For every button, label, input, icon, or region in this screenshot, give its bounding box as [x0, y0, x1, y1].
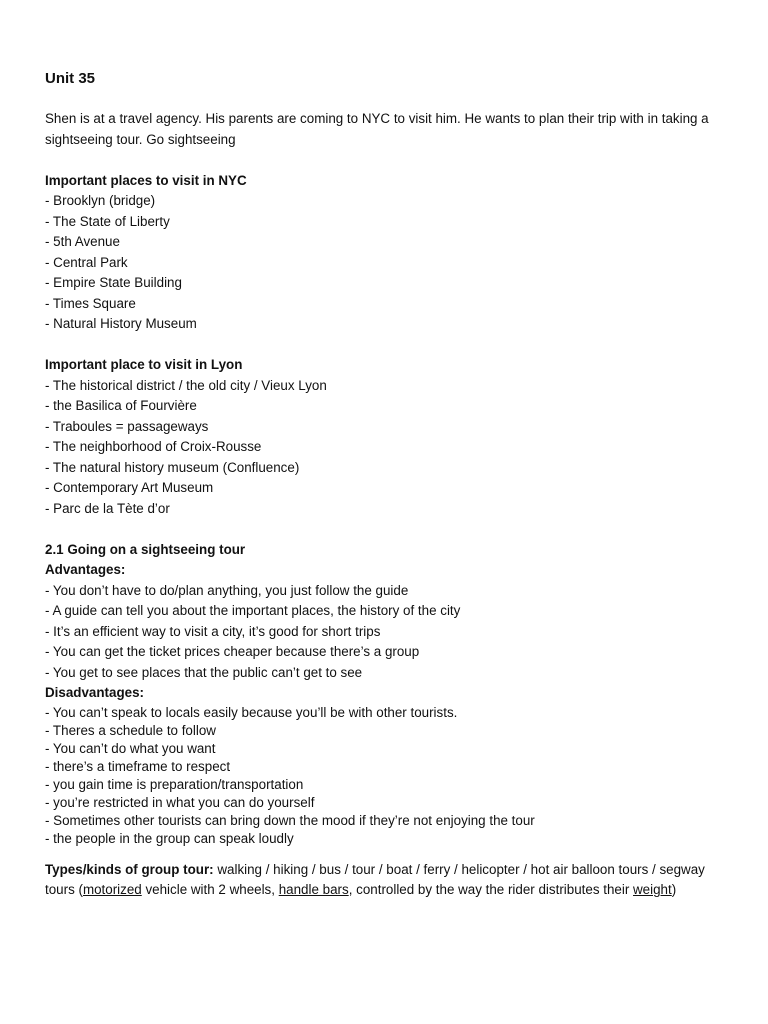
intro-paragraph: Shen is at a travel agency. His parents are coming to NYC to visit him. He wants to plan their trip with in taking a sightseeing tour. Go sightseeing: [45, 111, 709, 147]
list-item: - Times Square: [45, 295, 136, 311]
spacer: [45, 519, 735, 540]
list-item: - You can’t do what you want: [45, 740, 216, 756]
term-handle-bars: handle bars: [278, 882, 349, 897]
spacer: [45, 150, 735, 171]
list-item: - Empire State Building: [45, 275, 182, 290]
spacer: [45, 848, 735, 860]
list-item: - The historical district / the old city / Vieux Lyon: [45, 377, 327, 393]
list-item: - You can’t speak to locals easily because you’ll be with other tourists.: [45, 704, 458, 720]
list-item: - You can get the ticket prices cheaper because there’s a group: [45, 644, 420, 659]
list-item: - The State of Liberty: [45, 213, 170, 229]
list-item: - Central Park: [45, 254, 128, 270]
document-page: [45, 68, 735, 901]
lyon-heading: Important place to visit in Lyon: [45, 357, 243, 372]
page-title: Unit 35: [45, 70, 96, 87]
list-item: - You get to see places that the public can’t get to see: [45, 664, 363, 680]
list-item: - the people in the group can speak loudly: [45, 830, 294, 846]
tour-types-text: walking / hiking / bus / tour / boat / ferry / helicopter / hot air balloon tours / segway tours (: [45, 861, 705, 897]
advantages-list: [45, 581, 735, 684]
list-item: - Contemporary Art Museum: [45, 480, 214, 495]
nyc-list: [45, 191, 735, 335]
list-item: - Traboules = passageways: [45, 418, 209, 434]
advantages-label: Advantages:: [45, 562, 126, 577]
lyon-list: [45, 376, 735, 520]
list-item: - you gain time is preparation/transportation: [45, 776, 304, 792]
nyc-heading: Important places to visit in NYC: [45, 172, 247, 188]
spacer: [45, 335, 735, 356]
tour-heading: 2.1 Going on a sightseeing tour: [45, 541, 246, 557]
list-item: - Brooklyn (bridge): [45, 193, 156, 208]
list-item: - Parc de la Tète d’or: [45, 500, 170, 516]
tour-types-text: vehicle with 2 wheels,: [141, 882, 279, 897]
tour-types-label: Types/kinds of group tour:: [45, 861, 214, 877]
tour-types-text: , controlled by the way the rider distributes their: [348, 882, 634, 897]
disadvantages-list: [45, 704, 735, 848]
list-item: - The natural history museum (Confluence): [45, 459, 300, 475]
list-item: - The neighborhood of Croix-Rousse: [45, 439, 262, 454]
list-item: - Theres a schedule to follow: [45, 722, 216, 738]
tour-types-paragraph: [45, 860, 735, 901]
list-item: - you’re restricted in what you can do yourself: [45, 794, 315, 810]
list-item: - 5th Avenue: [45, 234, 120, 249]
list-item: - You don’t have to do/plan anything, you just follow the guide: [45, 582, 409, 598]
list-item: - A guide can tell you about the important places, the history of the city: [45, 603, 461, 618]
list-item: - there’s a timeframe to respect: [45, 758, 231, 774]
term-weight: weight: [633, 882, 672, 897]
list-item: - It’s an efficient way to visit a city, it’s good for short trips: [45, 623, 381, 639]
tour-types-text: ): [671, 882, 677, 897]
term-motorized: motorized: [82, 882, 142, 897]
list-item: - the Basilica of Fourvière: [45, 398, 197, 413]
list-item: - Natural History Museum: [45, 316, 197, 331]
list-item: - Sometimes other tourists can bring down the mood if they’re not enjoying the tour: [45, 812, 535, 828]
disadvantages-label: Disadvantages:: [45, 685, 144, 700]
